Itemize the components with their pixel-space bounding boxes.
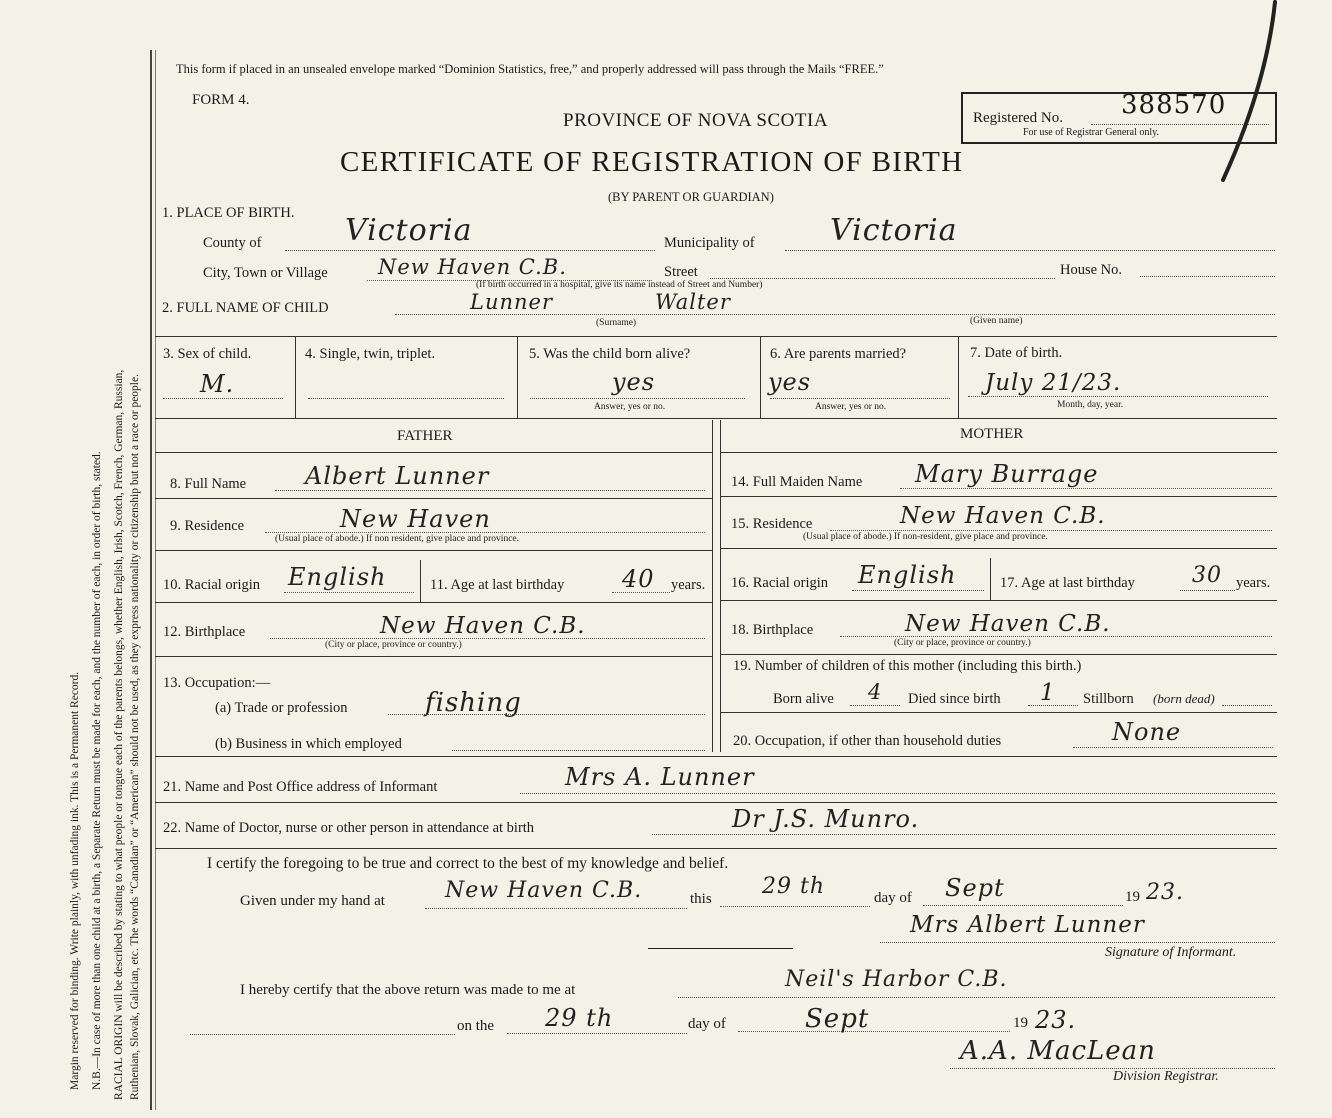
mother-race-line (852, 590, 984, 591)
mother-residence-line (830, 530, 1272, 531)
this-label: this (690, 891, 712, 907)
given-day-line (720, 906, 870, 907)
sex-label: 3. Sex of child. (163, 346, 252, 362)
father-rule-1 (155, 452, 712, 453)
registrar-month: Sept (805, 1004, 870, 1034)
registered-number: 388570 (1121, 90, 1227, 120)
mother-name: Mary Burrage (915, 460, 1099, 488)
mother-occupation: None (1112, 718, 1182, 746)
father-residence-label: 9. Residence (170, 518, 245, 534)
married-line (770, 398, 950, 399)
sex-line (163, 398, 283, 399)
registrar-place: Neil's Harbor C.B. (785, 967, 1008, 992)
informant-label: 21. Name and Post Office address of Informant (163, 779, 438, 795)
mother-rule-4 (720, 600, 1277, 601)
father-heading: FATHER (397, 428, 453, 444)
born-alive-count-label: Born alive (773, 691, 834, 707)
parent-divider-a (712, 420, 713, 752)
registrar-day-line (507, 1033, 687, 1034)
died-count: 1 (1040, 680, 1056, 706)
child-given-name: Walter (655, 290, 731, 314)
dob-line (968, 396, 1268, 397)
mother-residence-note: (Usual place of abode.) If non-resident, give place and province. (803, 532, 1048, 542)
given-place-line (425, 908, 687, 909)
hospital-note: (If birth occurred in a hospital, give its name instead of Street and Number) (476, 280, 763, 290)
mother-rule-1 (720, 452, 1277, 453)
mother-birthplace-label: 18. Birthplace (731, 622, 814, 638)
mother-race-label: 16. Racial origin (731, 575, 829, 591)
informant-signature-line (880, 942, 1275, 943)
row-bottom-border (155, 418, 1277, 419)
mother-residence-label: 15. Residence (731, 516, 813, 532)
father-birthplace-label: 12. Birthplace (163, 624, 246, 640)
dob-label: 7. Date of birth. (970, 345, 1063, 361)
given-day: 29 th (762, 874, 825, 899)
street-line (710, 278, 1055, 279)
stillborn-line (1222, 705, 1272, 706)
house-label: House No. (1060, 262, 1123, 278)
margin-line-inner (155, 50, 156, 1110)
mother-occupation-line (1073, 747, 1273, 748)
on-the-label: on the (457, 1018, 495, 1034)
father-birthplace-note: (City or place, province or country.) (325, 640, 462, 650)
given-name-label: (Given name) (970, 316, 1023, 326)
place-of-birth-label: 1. PLACE OF BIRTH. (162, 205, 295, 221)
registrar-signature: A.A. MacLean (960, 1036, 1156, 1066)
father-age: 40 (622, 565, 655, 593)
father-race-label: 10. Racial origin (163, 577, 261, 593)
father-rule-5 (155, 656, 712, 657)
married-value: yes (768, 368, 812, 396)
married-note: Answer, yes or no. (815, 402, 887, 412)
registrar-place-line (678, 997, 1275, 998)
rule-22-top (155, 802, 1277, 803)
born-alive-label: 5. Was the child born alive? (529, 346, 691, 362)
side-note-2: N.B.—In case of more than one child at a birth, a Separate Return must be made for each, and the number of each, in order of birth, stated. (91, 451, 103, 1090)
given-year-prefix: 19 (1125, 889, 1140, 905)
mother-birthplace: New Haven C.B. (905, 611, 1111, 637)
father-name-label: 8. Full Name (170, 476, 247, 492)
mother-heading: MOTHER (960, 426, 1024, 442)
dob-value: July 21/23. (985, 370, 1122, 396)
given-day-label: day of (874, 890, 912, 906)
born-alive-note: Answer, yes or no. (594, 402, 666, 412)
rule-cert-top (155, 848, 1277, 849)
registered-label: Registered No. (973, 110, 1063, 126)
mother-occupation-label: 20. Occupation, if other than household duties (733, 733, 1002, 749)
doctor-line (652, 834, 1275, 835)
mother-age-label: 17. Age at last birthday (1000, 575, 1135, 591)
col-divider-4 (958, 336, 959, 418)
mother-race-divider (990, 558, 991, 600)
stillborn-note: (born dead) (1153, 691, 1215, 706)
father-age-label: 11. Age at last birthday (430, 577, 565, 593)
given-month: Sept (945, 874, 1005, 902)
province-title: PROVINCE OF NOVA SCOTIA (563, 110, 829, 131)
city-label: City, Town or Village (203, 265, 328, 281)
registrar-day: 29 th (545, 1004, 614, 1032)
mother-name-line (900, 488, 1272, 489)
mother-years: years. (1236, 575, 1271, 591)
mother-name-label: 14. Full Maiden Name (731, 474, 863, 490)
father-years: years. (671, 577, 706, 593)
born-alive-value: yes (612, 368, 656, 396)
informant-name: Mrs A. Lunner (565, 763, 755, 791)
registrar-blank-line (190, 1034, 455, 1035)
mother-residence: New Haven C.B. (900, 503, 1106, 529)
registrar-day-label: day of (688, 1016, 726, 1032)
registrar-year: 23. (1035, 1006, 1077, 1034)
side-note-1: Margin reserved for binding. Write plainly, with unfading ink. This is a Permanent Record. (69, 671, 81, 1090)
father-name-line (275, 490, 705, 491)
father-race: English (288, 563, 387, 591)
city-value: New Haven C.B. (378, 255, 567, 279)
child-name-line (395, 314, 1275, 315)
father-residence: New Haven (340, 505, 491, 533)
house-line (1140, 276, 1275, 277)
county-line (285, 250, 655, 251)
mother-rule-6 (720, 712, 1277, 713)
given-place: New Haven C.B. (445, 878, 643, 903)
page-subtitle: (BY PARENT OR GUARDIAN) (608, 190, 774, 204)
sex-value: M. (200, 370, 235, 398)
business-line (452, 750, 705, 751)
child-surname: Lunner (470, 290, 553, 314)
given-year: 23. (1146, 880, 1184, 905)
given-month-line (923, 905, 1123, 906)
registrar-statement: I hereby certify that the above return was made to me at (240, 982, 576, 998)
margin-line (150, 50, 152, 1110)
page-title: CERTIFICATE OF REGISTRATION OF BIRTH (340, 146, 964, 178)
row-top-border (155, 336, 1277, 337)
form-number: FORM 4. (192, 92, 250, 108)
mail-notice: This form if placed in an unsealed envelope marked “Dominion Statistics, free,” and properly addressed will pass through the Mails “FREE.” (176, 62, 884, 76)
business-label: (b) Business in which employed (215, 736, 402, 752)
died-label: Died since birth (908, 691, 1001, 707)
side-note-4: Ruthenian, Slovak, Galician, etc. The words “Canadian” or “American” should not be used, as they express nationality or citizenship but not a race or people. (129, 374, 141, 1100)
born-alive-count: 4 (868, 680, 883, 704)
registered-note: For use of Registrar General only. (1023, 127, 1159, 138)
single-twin-label: 4. Single, twin, triplet. (305, 346, 436, 362)
county-value: Victoria (345, 213, 473, 248)
registrar-year-prefix: 19 (1013, 1015, 1028, 1031)
municipality-value: Victoria (830, 213, 958, 248)
col-divider-3 (760, 336, 761, 418)
street-label: Street (664, 264, 698, 280)
father-race-divider (420, 560, 421, 602)
informant-signature: Mrs Albert Lunner (910, 912, 1145, 938)
mother-rule-5 (720, 654, 1277, 655)
mother-age: 30 (1192, 563, 1222, 588)
doctor-label: 22. Name of Doctor, nurse or other person in attendance at birth (163, 820, 535, 836)
stillborn-label: Stillborn (1083, 691, 1134, 707)
trade-value: fishing (425, 688, 522, 718)
mother-rule-2 (720, 496, 1277, 497)
father-rule-3 (155, 550, 712, 551)
parent-divider-b (720, 420, 721, 752)
col-divider-2 (517, 336, 518, 418)
mother-race: English (858, 561, 957, 589)
registrar-month-line (738, 1031, 1010, 1032)
side-note-3: RACIAL ORIGIN will be described by stating to what people or tongue each of the parents belongs, whether English, Irish, Scotch, French, German, Russian, (113, 369, 125, 1100)
surname-label: (Surname) (596, 318, 637, 328)
mother-age-line (1180, 590, 1235, 591)
father-race-line (284, 592, 414, 593)
married-label: 6. Are parents married? (770, 346, 907, 362)
father-rule-2 (155, 498, 712, 499)
short-rule (648, 948, 793, 949)
trade-label: (a) Trade or profession (215, 700, 348, 716)
single-twin-line (308, 398, 504, 399)
mother-rule-3 (720, 548, 1277, 549)
informant-line (520, 793, 1275, 794)
ink-stroke (1215, 0, 1285, 190)
informant-signature-label: Signature of Informant. (1105, 945, 1237, 960)
father-residence-note: (Usual place of abode.) If non resident, give place and province. (275, 534, 519, 544)
children-label: 19. Number of children of this mother (including this birth.) (733, 658, 1082, 674)
mother-birthplace-note: (City or place, province or country.) (894, 638, 1031, 648)
child-name-label: 2. FULL NAME OF CHILD (162, 300, 329, 316)
father-rule-4 (155, 602, 712, 603)
rule-21-top (155, 756, 1277, 757)
father-birthplace: New Haven C.B. (380, 613, 586, 639)
father-name: Albert Lunner (305, 462, 490, 490)
born-alive-line (530, 398, 745, 399)
county-label: County of (203, 235, 262, 251)
father-occupation-label: 13. Occupation:— (163, 675, 271, 691)
born-alive-count-line (850, 705, 900, 706)
certify-statement: I certify the foregoing to be true and correct to the best of my knowledge and belief. (207, 855, 729, 872)
municipality-line (785, 250, 1275, 251)
municipality-label: Municipality of (664, 235, 755, 251)
registrar-signature-label: Division Registrar. (1113, 1069, 1219, 1084)
col-divider-1 (295, 336, 296, 418)
dob-note: Month, day, year. (1057, 400, 1124, 410)
doctor-name: Dr J.S. Munro. (732, 805, 920, 833)
given-under-label: Given under my hand at (240, 893, 385, 909)
